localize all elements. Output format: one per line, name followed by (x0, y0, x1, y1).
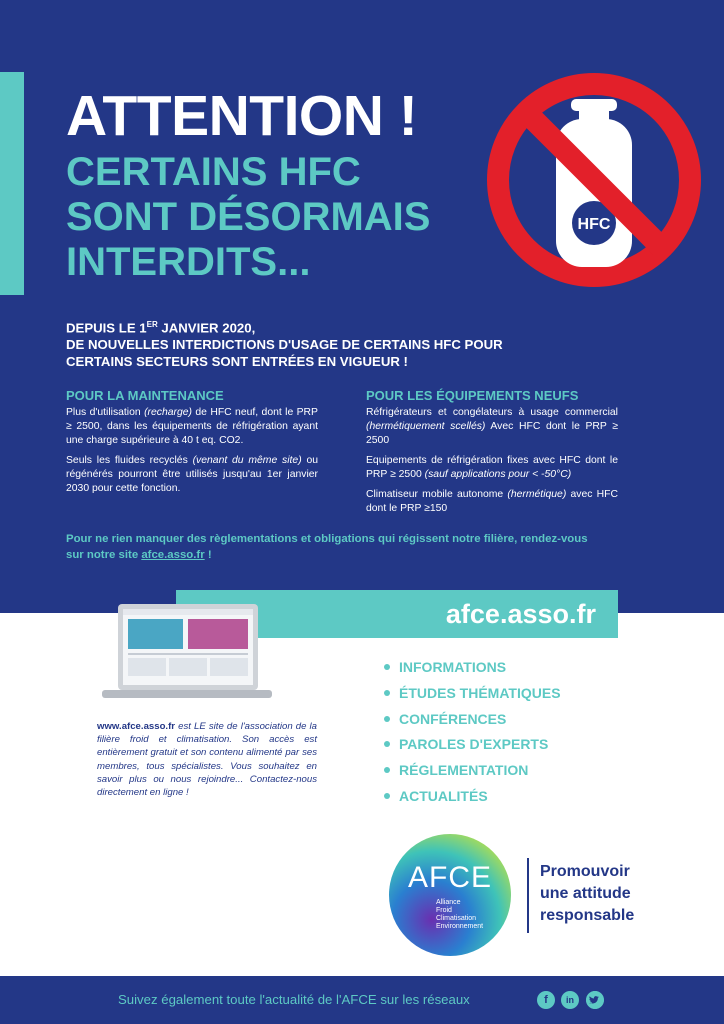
new-equipment-paragraph (366, 488, 618, 516)
slogan (540, 861, 680, 927)
intro-text (66, 316, 606, 370)
text-emphasis: (hermétiquement scellés) (366, 421, 486, 432)
text: Réfrigérateurs et congélateurs à usage commercial (366, 407, 618, 418)
new-equipment-title: POUR LES ÉQUIPEMENTS NEUFS (366, 388, 579, 403)
text: de HFC neuf, dont le PRP ≥ 2500, dans les équipements de réfrigération ayant une charge supérieure à 40 t eq. CO2. (66, 407, 318, 446)
headline: ATTENTION ! (66, 84, 418, 148)
site-url[interactable]: afce.asso.fr (445, 599, 596, 629)
afce-logo (384, 832, 516, 958)
site-name: www.afce.asso.fr (97, 721, 176, 732)
maintenance-title: POUR LA MAINTENANCE (66, 388, 224, 403)
slogan-line: responsable (540, 907, 635, 924)
feature-item: CONFÉRENCES (383, 709, 561, 735)
text: Climatiseur mobile autonome (366, 489, 508, 500)
subheadline-line: SONT DÉSORMAIS (66, 195, 431, 239)
intro-superscript: ER (146, 320, 158, 329)
intro-line: DEPUIS LE 1 (66, 320, 147, 336)
cta-text (66, 531, 606, 563)
maintenance-paragraph (66, 454, 318, 496)
feature-item: ÉTUDES THÉMATIQUES (383, 683, 561, 709)
maintenance-section (66, 388, 318, 502)
slogan-line: Promouvoir (540, 863, 630, 880)
new-equipment-paragraph (366, 406, 618, 448)
feature-item: INFORMATIONS (383, 657, 561, 683)
logo-line: Climatisation (436, 915, 477, 922)
footer-text: Suivez également toute l'actualité de l'AFCE sur les réseaux (118, 992, 470, 1007)
intro-line: CERTAINS SECTEURS SONT ENTRÉES EN VIGUEUR ! (66, 354, 408, 370)
site-description-text: est LE site de l'association de la filière froid et climatisation. Son accès est entièrement gratuit et son contenu alimenté par ses membres, tous spécialistes. Vous souhaitez en savoir plus ou nous rejoindre... Contactez-nous directement en ligne ! (97, 721, 317, 799)
accent-bar (0, 72, 24, 295)
intro-line: JANVIER 2020, (157, 320, 256, 336)
hfc-label: HFC (577, 216, 611, 233)
logo-line: Environnement (436, 923, 484, 930)
text-emphasis: (recharge) (144, 407, 192, 418)
divider (527, 858, 529, 933)
subheadline (66, 150, 446, 285)
new-equipment-paragraph (366, 454, 618, 482)
text-emphasis: (venant du même site) (192, 455, 302, 466)
intro-line: DE NOUVELLES INTERDICTIONS D'USAGE DE CERTAINS HFC POUR (66, 337, 503, 353)
text: Avec HFC dont le PRP ≥ 2500 (366, 421, 618, 446)
logo-line: Alliance (436, 899, 461, 906)
linkedin-icon[interactable]: in (561, 991, 579, 1009)
text: avec HFC dont le PRP ≥150 (366, 489, 618, 514)
text: Equipements de réfrigération fixes avec HFC dont le PRP ≥ 2500 (366, 455, 618, 480)
footer (0, 976, 724, 1024)
subheadline-line: INTERDITS... (66, 240, 311, 284)
twitter-icon[interactable] (586, 991, 604, 1009)
hfc-prohibited-icon (487, 73, 701, 287)
text-emphasis: (hermétique) (507, 489, 567, 500)
facebook-icon[interactable]: f (537, 991, 555, 1009)
feature-item: PAROLES D'EXPERTS (383, 734, 561, 760)
website-link[interactable]: afce.asso.fr (141, 549, 205, 561)
cta-end: ! (204, 549, 212, 561)
text-emphasis: (sauf applications pour < -50°C) (424, 469, 572, 480)
maintenance-paragraph (66, 406, 318, 448)
text: Seuls les fluides recyclés (66, 455, 193, 466)
subheadline-line: CERTAINS HFC (66, 150, 361, 194)
logo-line: Froid (436, 907, 452, 914)
feature-item: ACTUALITÉS (383, 786, 561, 812)
feature-list (383, 657, 561, 812)
slogan-line: une attitude (540, 885, 631, 902)
logo-name: AFCE (407, 861, 493, 894)
text: ou régénérés pourront être utilisés jusqu'au 1er janvier 2030 pour cette fonction. (66, 455, 319, 494)
laptop-screenshot-image (98, 602, 273, 702)
feature-item: RÉGLEMENTATION (383, 760, 561, 786)
cta-sentence: Pour ne rien manquer des règlementations et obligations qui régissent notre filière, rendez-vous sur notre site (66, 533, 588, 561)
site-description (97, 720, 317, 799)
text: Plus d'utilisation (66, 407, 145, 418)
new-equipment-section (366, 388, 618, 522)
